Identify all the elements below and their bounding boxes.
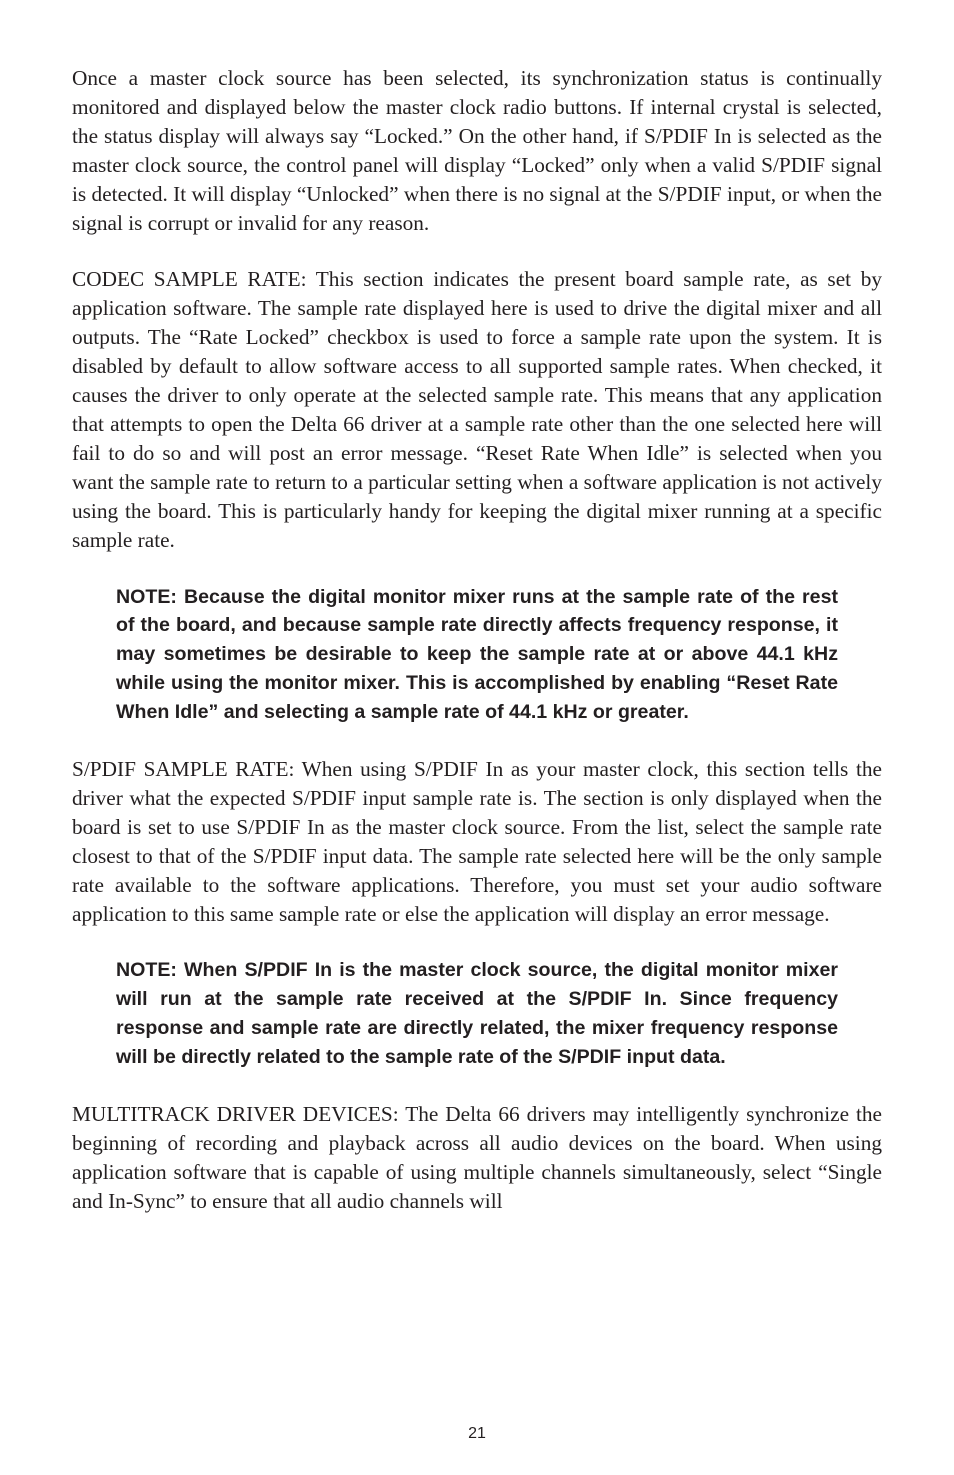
monitor-mixer-note: NOTE: Because the digital monitor mixer runs at the sample rate of the rest of the board, and because sample rate directly affects frequency response, it may sometimes be desirable to keep the sample rate at or above 44.1 kHz while using the monitor mixer. This is accomplished by enabling “Reset Rate When Idle” and selecting a sample rate of 44.1 kHz or greater. xyxy=(116,585,838,724)
page-number: 21 xyxy=(468,1425,486,1442)
clock-status-paragraph: Once a master clock source has been selected, its synchronization status is continually monitored and displayed below the master clock radio buttons. If internal crystal is selected, the status display will always say “Locked.” On the other hand, if S/PDIF In is selected as the master clock source, the control panel will display “Locked” only when a valid S/PDIF signal is detected. It will display “Unlocked” when there is no signal at the S/PDIF input, or when the signal is corrupt or invalid for any reason. xyxy=(72,66,882,235)
codec-sample-rate-paragraph: CODEC SAMPLE RATE: This section indicates the present board sample rate, as set by application software. The sample rate displayed here is used to drive the digital mixer and all outputs. The “Rate Locked” checkbox is used to force a sample rate upon the system. It is disabled by default to allow software access to all supported sample rates. When checked, it causes the driver to only operate at the selected sample rate. This means that any application that attempts to open the Delta 66 driver at a sample rate other than the one selected here will fail to do so and will post an error message. “Reset Rate When Idle” is selected when you want the sample rate to return to a particular setting when a software application is not actively using the board. This is particularly handy for keeping the digital mixer running at a specific sample rate. xyxy=(72,267,882,552)
manual-page-body xyxy=(72,64,882,1244)
spdif-sample-rate-paragraph: S/PDIF SAMPLE RATE: When using S/PDIF In as your master clock, this section tells the driver what the expected S/PDIF input sample rate is. The section is only displayed when the board is set to use S/PDIF In as the master clock source. From the list, select the sample rate closest to that of the S/PDIF input data. The sample rate selected here will be the only sample rate available to the software applications. Therefore, you must set your audio software application to this same sample rate or else the application will display an error message. xyxy=(72,757,882,926)
multitrack-driver-devices-paragraph: MULTITRACK DRIVER DEVICES: The Delta 66 drivers may intelligently synchronize the beginning of recording and playback across all audio devices on the board. When using application software that is capable of using multiple channels simultaneously, select “Single and In-Sync” to ensure that all audio channels will xyxy=(72,1102,882,1213)
spdif-master-clock-note: NOTE: When S/PDIF In is the master clock source, the digital monitor mixer will run at the sample rate received at the S/PDIF In. Since frequency response and sample rate are directly related, the mixer frequency response will be directly related to the sample rate of the S/PDIF input data. xyxy=(116,959,838,1069)
